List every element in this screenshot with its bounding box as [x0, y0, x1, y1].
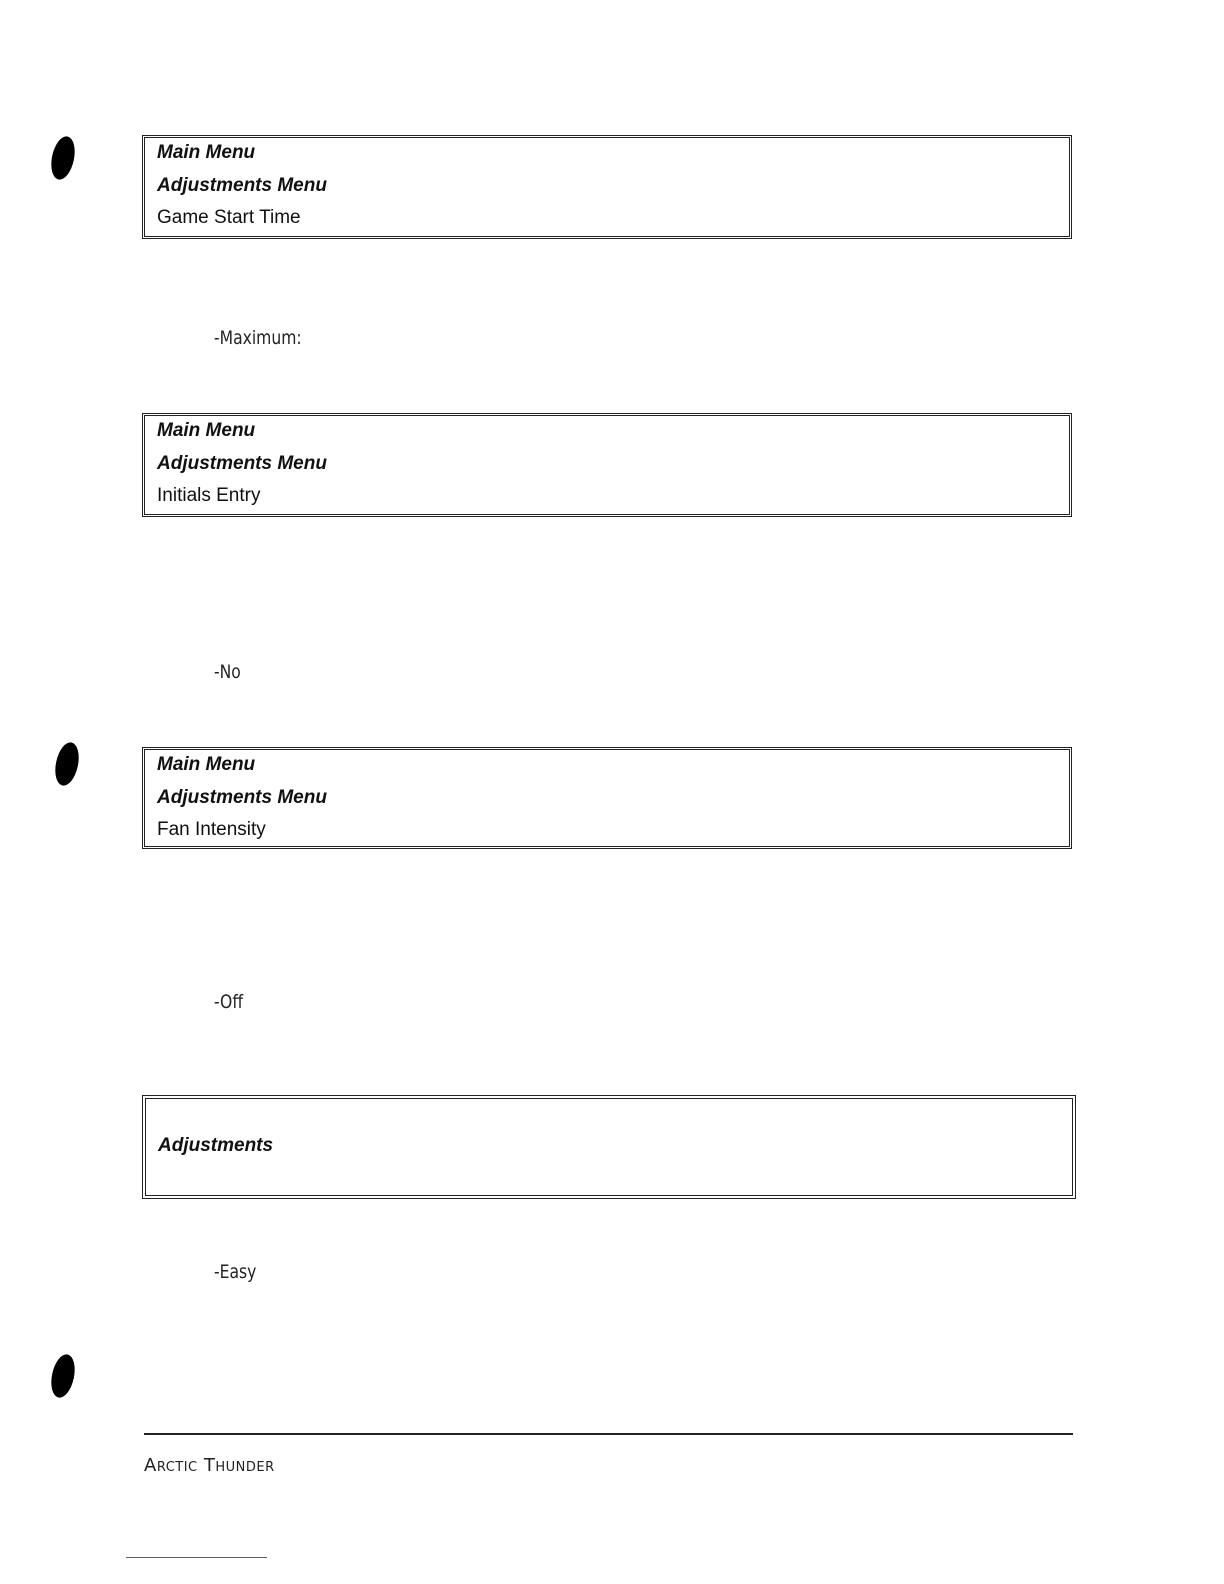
menu-path-adjustments: Adjustments	[158, 1135, 274, 1156]
menu-path-box-adjustments	[142, 1095, 1076, 1199]
bottom-underline	[126, 1557, 267, 1558]
setting-value-game-start-time: -Maximum:	[214, 327, 302, 349]
footer-title: Arctic Thunder	[144, 1455, 275, 1476]
menu-path-box-initials-entry	[142, 413, 1072, 517]
binder-hole-mark	[48, 1352, 79, 1400]
menu-path-box-game-start-time	[142, 135, 1072, 239]
menu-path-main-menu: Main Menu	[157, 142, 256, 163]
menu-path-adjustments-menu: Adjustments Menu	[157, 175, 327, 196]
menu-path-initials-entry: Initials Entry	[157, 485, 261, 506]
menu-path-main-menu: Main Menu	[157, 420, 256, 441]
binder-hole-mark	[48, 134, 79, 182]
menu-path-adjustments-menu: Adjustments Menu	[157, 453, 327, 474]
menu-path-box-fan-intensity	[142, 747, 1072, 849]
binder-hole-mark	[52, 740, 83, 788]
setting-value-difficulty: -Easy	[214, 1261, 257, 1283]
menu-path-adjustments-menu: Adjustments Menu	[157, 787, 327, 808]
menu-path-game-start-time: Game Start Time	[157, 207, 301, 228]
footer-rule	[144, 1433, 1073, 1435]
setting-value-fan-intensity: -Off	[214, 991, 244, 1013]
menu-path-main-menu: Main Menu	[157, 754, 256, 775]
menu-path-fan-intensity: Fan Intensity	[157, 819, 266, 840]
setting-value-initials-entry: -No	[214, 661, 241, 683]
